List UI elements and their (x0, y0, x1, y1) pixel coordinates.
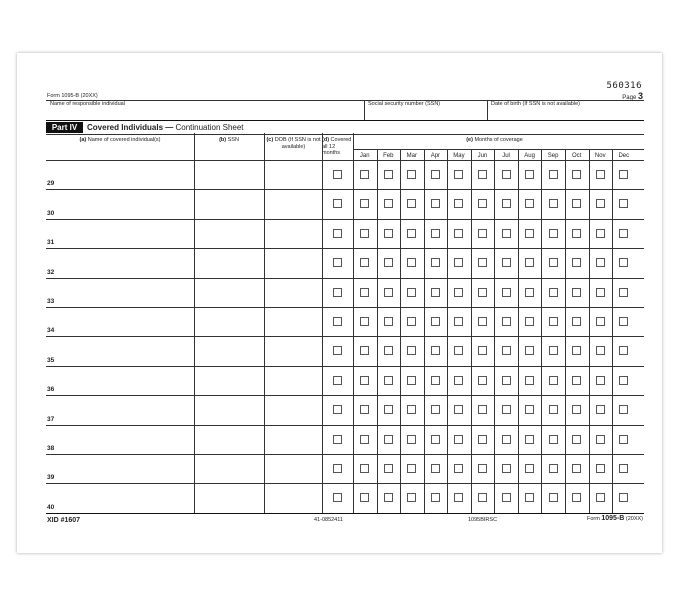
month-checkbox-oct[interactable] (572, 464, 581, 473)
column-d-header: (d) Covered all 12 months (322, 137, 352, 156)
month-checkbox-jan[interactable] (360, 493, 369, 502)
month-checkbox-jun[interactable] (478, 199, 487, 208)
month-checkbox-aug[interactable] (525, 199, 534, 208)
month-checkbox-aug[interactable] (525, 170, 534, 179)
column-c-header: (c) DOB (If SSN is not available) (266, 137, 321, 150)
covered-all-12-months-checkbox[interactable] (333, 199, 342, 208)
row-rule (46, 248, 644, 249)
month-checkbox-dec[interactable] (619, 346, 628, 355)
month-checkbox-mar[interactable] (407, 435, 416, 444)
month-checkbox-sep[interactable] (549, 435, 558, 444)
part-title-bold: Covered Individuals — (87, 123, 174, 132)
column-b-header: (b) SSN (219, 137, 239, 143)
month-checkbox-jun[interactable] (478, 493, 487, 502)
month-checkbox-dec[interactable] (619, 464, 628, 473)
covered-all-12-months-checkbox[interactable] (333, 170, 342, 179)
month-checkbox-apr[interactable] (431, 464, 440, 473)
month-checkbox-dec[interactable] (619, 435, 628, 444)
month-header-oct: Oct (572, 153, 582, 159)
month-checkbox-aug[interactable] (525, 346, 534, 355)
month-checkbox-jun[interactable] (478, 258, 487, 267)
month-header-may: May (453, 153, 465, 159)
month-checkbox-aug[interactable] (525, 464, 534, 473)
row-number: 37 (47, 415, 55, 423)
covered-all-12-months-checkbox[interactable] (333, 258, 342, 267)
month-checkbox-oct[interactable] (572, 288, 581, 297)
row-number: 33 (47, 298, 55, 305)
month-divider (424, 149, 425, 513)
month-checkbox-dec[interactable] (619, 199, 628, 208)
covered-all-12-months-checkbox[interactable] (333, 229, 342, 238)
month-checkbox-nov[interactable] (596, 346, 605, 355)
month-checkbox-may[interactable] (454, 317, 463, 326)
month-checkbox-sep[interactable] (549, 376, 558, 385)
month-checkbox-apr[interactable] (431, 376, 440, 385)
month-checkbox-mar[interactable] (407, 493, 416, 502)
month-checkbox-sep[interactable] (549, 493, 558, 502)
row-number: 29 (47, 180, 55, 188)
month-checkbox-nov[interactable] (596, 258, 605, 267)
form-name: Form 1095-B (20XX) (47, 93, 98, 99)
row-rule (46, 366, 644, 367)
month-checkbox-feb[interactable] (384, 199, 393, 208)
month-checkbox-feb[interactable] (384, 435, 393, 444)
month-checkbox-jan[interactable] (360, 258, 369, 267)
month-checkbox-nov[interactable] (596, 170, 605, 179)
month-divider (377, 149, 378, 513)
xid-number: XID #1607 (47, 517, 81, 524)
row-rule (46, 454, 644, 455)
month-checkbox-oct[interactable] (572, 346, 581, 355)
dob-label: Date of birth (If SSN is not available) (491, 101, 580, 107)
month-checkbox-apr[interactable] (431, 405, 440, 414)
month-checkbox-apr[interactable] (431, 229, 440, 238)
month-checkbox-oct[interactable] (572, 376, 581, 385)
month-checkbox-sep[interactable] (549, 464, 558, 473)
table-header-rule (46, 160, 644, 161)
month-checkbox-sep[interactable] (549, 317, 558, 326)
month-header-jul: Jul (502, 153, 510, 159)
month-header-jun: Jun (477, 153, 488, 159)
month-header-nov: Nov (594, 153, 606, 159)
month-checkbox-nov[interactable] (596, 288, 605, 297)
month-checkbox-may[interactable] (454, 288, 463, 297)
covered-all-12-months-checkbox[interactable] (333, 464, 342, 473)
month-checkbox-nov[interactable] (596, 376, 605, 385)
month-checkbox-mar[interactable] (407, 405, 416, 414)
month-checkbox-jan[interactable] (360, 317, 369, 326)
form-sheet (17, 53, 662, 553)
month-checkbox-jun[interactable] (478, 346, 487, 355)
month-checkbox-jun[interactable] (478, 376, 487, 385)
month-checkbox-jun[interactable] (478, 288, 487, 297)
month-checkbox-feb[interactable] (384, 493, 393, 502)
month-checkbox-apr[interactable] (431, 493, 440, 502)
month-checkbox-nov[interactable] (596, 229, 605, 238)
month-checkbox-aug[interactable] (525, 435, 534, 444)
month-checkbox-feb[interactable] (384, 258, 393, 267)
month-checkbox-apr[interactable] (431, 317, 440, 326)
month-header-feb: Feb (383, 153, 394, 159)
row-rule (46, 219, 644, 220)
month-checkbox-oct[interactable] (572, 435, 581, 444)
month-header-sep: Sep (547, 153, 559, 159)
control-code: 560316 (606, 81, 642, 91)
month-checkbox-jan[interactable] (360, 229, 369, 238)
covered-all-12-months-checkbox[interactable] (333, 405, 342, 414)
month-checkbox-dec[interactable] (619, 288, 628, 297)
month-header-aug: Aug (524, 153, 535, 159)
month-checkbox-jun[interactable] (478, 405, 487, 414)
row-rule (46, 307, 644, 308)
month-checkbox-apr[interactable] (431, 346, 440, 355)
month-checkbox-mar[interactable] (407, 346, 416, 355)
month-checkbox-jan[interactable] (360, 405, 369, 414)
month-checkbox-jul[interactable] (502, 317, 511, 326)
month-checkbox-aug[interactable] (525, 405, 534, 414)
column-divider (322, 133, 323, 513)
month-checkbox-mar[interactable] (407, 199, 416, 208)
month-checkbox-jul[interactable] (502, 493, 511, 502)
month-checkbox-oct[interactable] (572, 493, 581, 502)
covered-all-12-months-checkbox[interactable] (333, 346, 342, 355)
month-checkbox-oct[interactable] (572, 405, 581, 414)
month-checkbox-aug[interactable] (525, 317, 534, 326)
month-checkbox-nov[interactable] (596, 317, 605, 326)
row-number: 32 (47, 268, 55, 276)
month-checkbox-aug[interactable] (525, 376, 534, 385)
row-rule (46, 278, 644, 279)
month-checkbox-dec[interactable] (619, 405, 628, 414)
month-checkbox-jul[interactable] (502, 229, 511, 238)
form-footer-name: Form 1095-B (20XX) (587, 515, 643, 522)
month-checkbox-jun[interactable] (478, 435, 487, 444)
month-checkbox-jun[interactable] (478, 229, 487, 238)
month-checkbox-apr[interactable] (431, 199, 440, 208)
month-checkbox-jun[interactable] (478, 170, 487, 179)
month-header-jan: Jan (359, 153, 370, 159)
column-divider (353, 133, 354, 513)
month-checkbox-dec[interactable] (619, 493, 628, 502)
row-rule (46, 189, 644, 190)
month-checkbox-apr[interactable] (431, 435, 440, 444)
month-checkbox-jul[interactable] (502, 376, 511, 385)
month-checkbox-feb[interactable] (384, 405, 393, 414)
catalog-number: 41-0852411 (314, 517, 343, 523)
month-divider (612, 149, 613, 513)
month-checkbox-jan[interactable] (360, 346, 369, 355)
part-title-rest: Continuation Sheet (173, 123, 244, 132)
month-checkbox-jan[interactable] (360, 464, 369, 473)
row-rule (46, 425, 644, 426)
month-checkbox-sep[interactable] (549, 258, 558, 267)
month-checkbox-jul[interactable] (502, 405, 511, 414)
part-title (87, 122, 244, 133)
month-divider (494, 149, 495, 513)
month-checkbox-nov[interactable] (596, 435, 605, 444)
covered-all-12-months-checkbox[interactable] (333, 493, 342, 502)
row-rule (46, 395, 644, 396)
column-a-header: (a) Name of covered individual(s) (79, 137, 161, 143)
month-checkbox-sep[interactable] (549, 405, 558, 414)
row-number: 34 (47, 327, 55, 335)
month-checkbox-oct[interactable] (572, 199, 581, 208)
form-code: 1095BIRSC (468, 517, 498, 523)
month-checkbox-dec[interactable] (619, 258, 628, 267)
month-checkbox-sep[interactable] (549, 346, 558, 355)
header-divider (364, 100, 365, 120)
month-checkbox-dec[interactable] (619, 376, 628, 385)
month-header-apr: Apr (430, 153, 441, 159)
month-checkbox-sep[interactable] (549, 229, 558, 238)
month-checkbox-mar[interactable] (407, 288, 416, 297)
month-checkbox-jul[interactable] (502, 258, 511, 267)
month-checkbox-mar[interactable] (407, 317, 416, 326)
row-number: 38 (47, 445, 55, 452)
month-checkbox-oct[interactable] (572, 170, 581, 179)
row-number: 39 (47, 474, 55, 482)
month-divider (400, 149, 401, 513)
month-checkbox-nov[interactable] (596, 199, 605, 208)
month-divider (565, 149, 566, 513)
covered-all-12-months-checkbox[interactable] (333, 288, 342, 297)
month-checkbox-may[interactable] (454, 464, 463, 473)
row-number: 36 (47, 386, 55, 394)
month-checkbox-may[interactable] (454, 346, 463, 355)
month-checkbox-jan[interactable] (360, 199, 369, 208)
part-label: Part IV (46, 122, 83, 133)
month-checkbox-aug[interactable] (525, 288, 534, 297)
row-rule (46, 483, 644, 484)
month-checkbox-dec[interactable] (619, 317, 628, 326)
row-rule (46, 513, 644, 514)
month-checkbox-apr[interactable] (431, 288, 440, 297)
page-number: 3 (637, 91, 643, 101)
month-divider (518, 149, 519, 513)
month-checkbox-mar[interactable] (407, 170, 416, 179)
month-checkbox-feb[interactable] (384, 464, 393, 473)
row-rule (46, 336, 644, 337)
month-checkbox-may[interactable] (454, 229, 463, 238)
month-checkbox-mar[interactable] (407, 376, 416, 385)
month-checkbox-may[interactable] (454, 405, 463, 414)
month-checkbox-jul[interactable] (502, 288, 511, 297)
month-checkbox-mar[interactable] (407, 229, 416, 238)
month-checkbox-feb[interactable] (384, 346, 393, 355)
form-1095b-page3 (46, 53, 644, 553)
month-checkbox-sep[interactable] (549, 199, 558, 208)
month-checkbox-jan[interactable] (360, 435, 369, 444)
month-checkbox-feb[interactable] (384, 288, 393, 297)
month-checkbox-feb[interactable] (384, 317, 393, 326)
part-iv-header (46, 120, 644, 135)
row-number: 31 (47, 239, 55, 247)
months-header-rule (353, 149, 644, 150)
month-header-dec: Dec (618, 153, 630, 159)
month-checkbox-aug[interactable] (525, 258, 534, 267)
covered-all-12-months-checkbox[interactable] (333, 317, 342, 326)
responsible-individual-label: Name of responsible individual (50, 101, 125, 107)
month-checkbox-may[interactable] (454, 170, 463, 179)
month-checkbox-dec[interactable] (619, 229, 628, 238)
covered-all-12-months-checkbox[interactable] (333, 376, 342, 385)
month-checkbox-apr[interactable] (431, 258, 440, 267)
row-number: 40 (47, 503, 55, 511)
month-checkbox-jul[interactable] (502, 464, 511, 473)
month-divider (589, 149, 590, 513)
month-checkbox-aug[interactable] (525, 493, 534, 502)
month-checkbox-apr[interactable] (431, 170, 440, 179)
month-checkbox-jun[interactable] (478, 464, 487, 473)
month-divider (471, 149, 472, 513)
month-checkbox-jul[interactable] (502, 346, 511, 355)
month-checkbox-may[interactable] (454, 493, 463, 502)
month-checkbox-nov[interactable] (596, 405, 605, 414)
month-checkbox-jan[interactable] (360, 288, 369, 297)
month-checkbox-may[interactable] (454, 435, 463, 444)
column-divider (194, 133, 195, 513)
month-checkbox-nov[interactable] (596, 493, 605, 502)
month-checkbox-may[interactable] (454, 376, 463, 385)
covered-all-12-months-checkbox[interactable] (333, 435, 342, 444)
month-checkbox-oct[interactable] (572, 317, 581, 326)
row-number: 35 (47, 356, 55, 364)
month-checkbox-feb[interactable] (384, 170, 393, 179)
page-label: Page (622, 95, 637, 101)
row-number: 30 (47, 209, 55, 217)
month-checkbox-jul[interactable] (502, 435, 511, 444)
month-checkbox-jul[interactable] (502, 170, 511, 179)
month-checkbox-sep[interactable] (549, 170, 558, 179)
month-header-mar: Mar (406, 153, 418, 159)
month-checkbox-jun[interactable] (478, 317, 487, 326)
month-checkbox-nov[interactable] (596, 464, 605, 473)
month-checkbox-oct[interactable] (572, 229, 581, 238)
month-checkbox-may[interactable] (454, 258, 463, 267)
ssn-label: Social security number (SSN) (368, 101, 441, 107)
month-checkbox-aug[interactable] (525, 229, 534, 238)
month-checkbox-may[interactable] (454, 199, 463, 208)
column-e-header: (e) Months of coverage (466, 137, 523, 143)
month-divider (541, 149, 542, 513)
month-checkbox-jan[interactable] (360, 376, 369, 385)
month-checkbox-jul[interactable] (502, 199, 511, 208)
month-checkbox-mar[interactable] (407, 464, 416, 473)
month-divider (447, 149, 448, 513)
month-checkbox-jan[interactable] (360, 170, 369, 179)
month-checkbox-dec[interactable] (619, 170, 628, 179)
header-divider (487, 100, 488, 120)
month-checkbox-sep[interactable] (549, 288, 558, 297)
month-checkbox-oct[interactable] (572, 258, 581, 267)
month-checkbox-feb[interactable] (384, 229, 393, 238)
month-checkbox-feb[interactable] (384, 376, 393, 385)
month-checkbox-mar[interactable] (407, 258, 416, 267)
column-divider (264, 133, 265, 513)
